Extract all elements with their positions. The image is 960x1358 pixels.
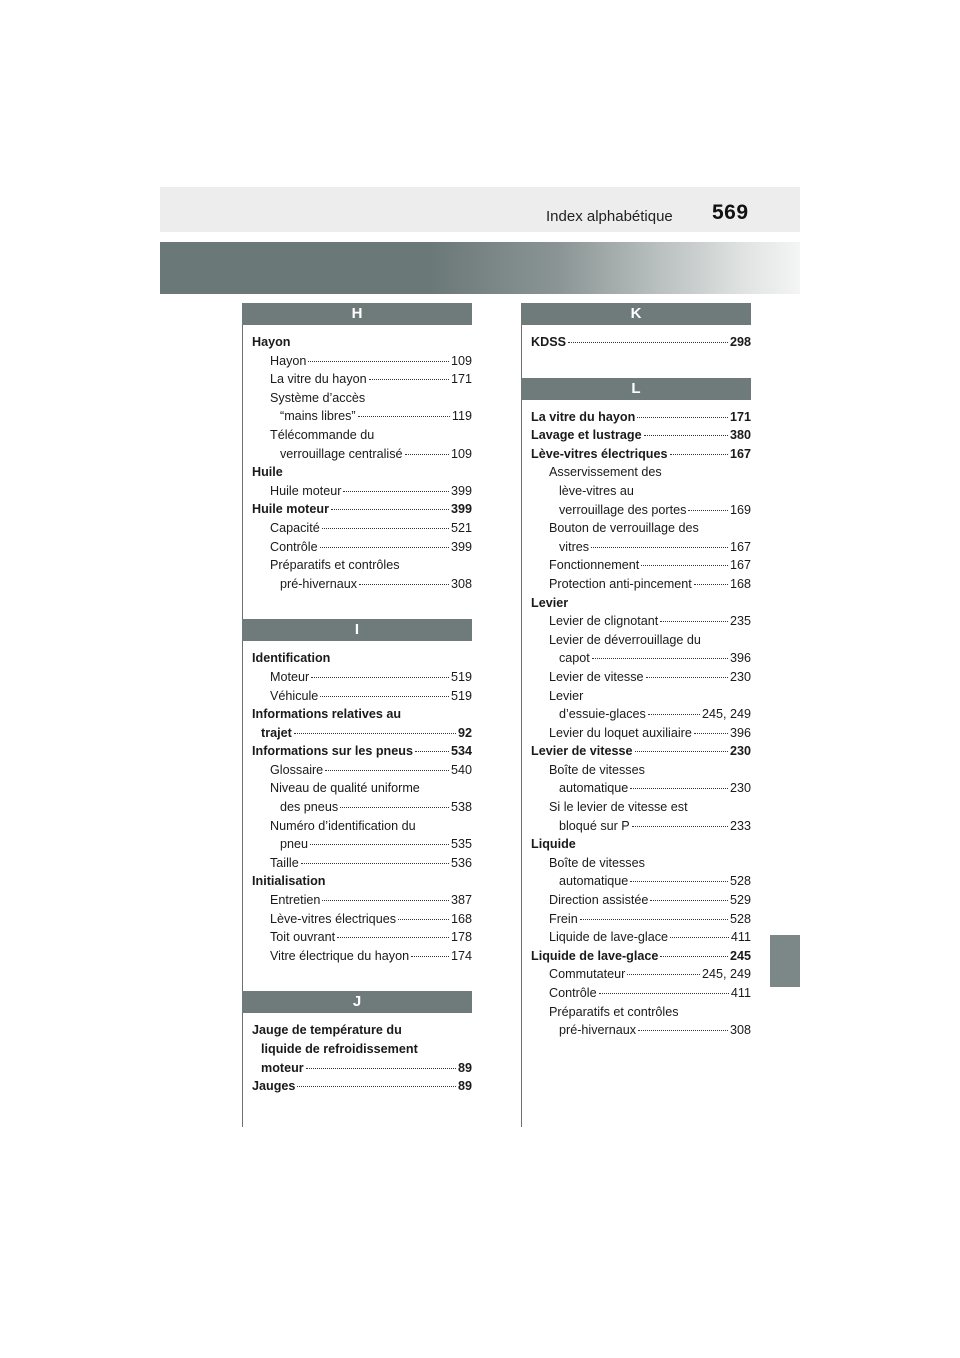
dot-leader <box>398 919 449 920</box>
index-subentry <box>252 668 472 687</box>
dot-leader <box>340 807 449 808</box>
dot-leader <box>310 844 449 845</box>
dot-leader <box>630 788 728 789</box>
index-column-right <box>521 303 751 1040</box>
page-reference: 245, 249 <box>701 707 751 722</box>
entry-text: Identification <box>252 651 331 666</box>
entry-text: Système d’accès <box>270 390 366 405</box>
index-subentry <box>252 724 472 743</box>
entry-text: Fonctionnement <box>549 558 640 573</box>
entry-text: Asservissement des <box>549 465 662 480</box>
entry-text: Informations sur les pneus <box>252 744 413 759</box>
entry-text: vitres <box>559 539 590 554</box>
entry-text: Informations relatives au <box>252 707 402 722</box>
page-reference: 167 <box>729 539 751 554</box>
page-reference: 540 <box>450 762 472 777</box>
dot-leader <box>320 547 449 548</box>
index-subentry <box>531 631 751 650</box>
index-subentry <box>252 575 472 594</box>
section-spacer <box>242 965 472 991</box>
page-number: 569 <box>712 201 749 224</box>
index-entry <box>252 742 472 761</box>
entry-text: capot <box>559 651 590 666</box>
dot-leader <box>331 509 449 510</box>
page-reference: 245, 249 <box>701 967 751 982</box>
entry-text: Taille <box>270 855 299 870</box>
page-reference: 399 <box>450 502 472 517</box>
dot-leader <box>405 454 449 455</box>
page-reference: 396 <box>729 651 751 666</box>
dot-leader <box>592 658 728 659</box>
index-subentry <box>531 817 751 836</box>
entry-text: Contrôle <box>549 986 597 1000</box>
entry-text: automatique <box>559 781 629 796</box>
page-reference: 528 <box>729 874 751 889</box>
index-subentry <box>252 389 472 408</box>
index-subentry <box>531 687 751 706</box>
index-subentry <box>531 1003 751 1022</box>
entry-text: Numéro d’identification du <box>270 818 416 833</box>
index-subentry <box>252 352 472 371</box>
index-subentry <box>531 891 751 910</box>
entry-text: Vitre électrique du hayon <box>270 948 410 963</box>
index-subentry <box>531 649 751 668</box>
dot-leader <box>591 547 728 548</box>
dot-leader <box>369 379 449 380</box>
page-reference: 109 <box>450 353 472 368</box>
entry-text: trajet <box>261 725 292 740</box>
entry-text: bloqué sur P <box>559 818 630 833</box>
page-reference: 235 <box>729 614 751 629</box>
index-subentry <box>252 687 472 706</box>
index-subentry <box>531 724 751 743</box>
index-subentry <box>531 705 751 724</box>
page-reference: 174 <box>450 948 472 963</box>
index-entry <box>252 463 472 482</box>
decorative-gradient-band <box>160 242 800 294</box>
entry-text: Huile moteur <box>252 502 329 517</box>
index-entry <box>252 1077 472 1096</box>
dot-leader <box>630 881 728 882</box>
entry-text: Boîte de vitesses <box>549 762 645 777</box>
entry-text: Jauges <box>252 1079 296 1094</box>
index-entry <box>531 742 751 761</box>
entry-text: Si le levier de vitesse est <box>549 800 688 815</box>
page-reference: 519 <box>450 669 472 684</box>
entry-text: Hayon <box>252 335 291 349</box>
index-entry <box>531 408 751 427</box>
index-entry <box>252 649 472 668</box>
entry-text: Liquide de lave-glace <box>549 930 669 945</box>
page-reference: 230 <box>729 744 751 759</box>
page-reference: 528 <box>729 911 751 926</box>
index-subentry <box>531 463 751 482</box>
entry-text: Commutateur <box>549 967 626 982</box>
dot-leader <box>311 677 449 678</box>
index-entry <box>531 333 751 352</box>
page-reference: 178 <box>450 930 472 945</box>
index-subentry <box>252 370 472 389</box>
index-entry <box>531 835 751 854</box>
page-reference: 230 <box>729 781 751 796</box>
page-reference: 167 <box>729 446 751 461</box>
dot-leader <box>644 435 728 436</box>
dot-leader <box>694 584 728 585</box>
index-subentry <box>252 947 472 966</box>
page-reference: 308 <box>729 1023 751 1038</box>
entry-text: Protection anti-pincement <box>549 576 692 591</box>
page-reference: 89 <box>457 1060 472 1075</box>
index-subentry <box>252 761 472 780</box>
index-subentry <box>531 556 751 575</box>
index-entry <box>252 333 472 352</box>
page-reference: 399 <box>450 483 472 498</box>
index-subentry <box>531 965 751 984</box>
entry-text: Niveau de qualité uniforme <box>270 781 420 796</box>
entry-text: Moteur <box>270 669 310 684</box>
dot-leader <box>670 454 728 455</box>
entry-text: pré-hivernaux <box>280 576 358 591</box>
page-reference: 168 <box>450 911 472 926</box>
section-header-i: I <box>242 619 472 641</box>
index-entry <box>252 872 472 891</box>
page-reference: 119 <box>451 409 472 424</box>
page-reference: 536 <box>450 855 472 870</box>
entry-text: Glossaire <box>270 762 324 777</box>
dot-leader <box>635 751 728 752</box>
index-subentry <box>252 1059 472 1078</box>
dot-leader <box>650 900 728 901</box>
index-subentry <box>531 501 751 520</box>
index-subentry <box>252 910 472 929</box>
entry-text: Levier du loquet auxiliaire <box>549 725 692 740</box>
dot-leader <box>648 714 700 715</box>
dot-leader <box>411 956 449 957</box>
index-subentry <box>531 872 751 891</box>
dot-leader <box>638 1030 728 1031</box>
entry-text: Liquide de lave-glace <box>531 948 659 963</box>
entry-text: Bouton de verrouillage des <box>549 521 699 536</box>
page-reference: 109 <box>450 446 472 461</box>
dot-leader <box>580 919 728 920</box>
running-header-title: Index alphabétique <box>546 208 673 225</box>
entry-text: Initialisation <box>252 874 326 889</box>
dot-leader <box>568 342 728 343</box>
dot-leader <box>343 491 449 492</box>
page-reference: 399 <box>450 539 472 554</box>
page-reference: 168 <box>729 576 751 591</box>
index-column-left <box>242 303 472 1096</box>
page-reference: 387 <box>450 893 472 908</box>
index-subentry <box>252 891 472 910</box>
entry-text: Entretien <box>270 893 321 908</box>
entry-text: Lavage et lustrage <box>531 428 642 443</box>
index-subentry <box>252 817 472 836</box>
index-subentry <box>531 612 751 631</box>
page-reference: 171 <box>450 372 472 387</box>
entry-text: Liquide <box>531 837 576 852</box>
entry-text: Boîte de vitesses <box>549 855 645 870</box>
header-band <box>160 187 800 232</box>
entry-text: moteur <box>261 1060 304 1075</box>
dot-leader <box>359 584 449 585</box>
dot-leader <box>415 751 449 752</box>
page-reference: 519 <box>450 688 472 703</box>
entry-text: KDSS <box>531 335 566 349</box>
page-reference: 167 <box>729 558 751 573</box>
index-subentry <box>252 556 472 575</box>
dot-leader <box>337 937 449 938</box>
entry-text: Huile moteur <box>270 483 342 498</box>
page-reference: 380 <box>729 428 751 443</box>
entry-text: Véhicule <box>270 688 319 703</box>
index-subentry <box>531 482 751 501</box>
section-header-j: J <box>242 991 472 1013</box>
page-reference: 308 <box>450 576 472 591</box>
entry-text: Toit ouvrant <box>270 930 336 945</box>
entry-text: Télécommande du <box>270 427 375 442</box>
index-subentry <box>252 519 472 538</box>
page-reference: 521 <box>450 520 472 535</box>
entry-text: Lève-vitres électriques <box>531 446 668 461</box>
dot-leader <box>632 826 728 827</box>
entry-text: d’essuie-glaces <box>559 707 646 722</box>
dot-leader <box>670 937 729 938</box>
entry-text: Levier de clignotant <box>549 614 659 629</box>
page-reference: 298 <box>729 335 751 349</box>
index-subentry <box>531 854 751 873</box>
entry-text: des pneus <box>280 800 339 815</box>
entry-text: Levier <box>549 688 584 703</box>
entry-text: Hayon <box>270 353 307 368</box>
index-entry <box>252 705 472 724</box>
dot-leader <box>301 863 449 864</box>
index-entry <box>531 594 751 613</box>
page-reference: 233 <box>729 818 751 833</box>
index-entry <box>252 1021 472 1040</box>
page-reference: 89 <box>457 1079 472 1094</box>
index-subentry <box>531 798 751 817</box>
dot-leader <box>637 417 728 418</box>
index-subentry <box>252 835 472 854</box>
dot-leader <box>320 696 449 697</box>
entry-text: “mains libres” <box>280 409 356 424</box>
section-spacer <box>521 352 751 378</box>
index-subentry <box>531 1021 751 1040</box>
entry-text: Frein <box>549 911 578 926</box>
entry-text: automatique <box>559 874 629 889</box>
dot-leader <box>306 1068 456 1069</box>
entry-text: La vitre du hayon <box>531 409 636 424</box>
index-subentry <box>252 445 472 464</box>
dot-leader <box>322 900 449 901</box>
index-subentry <box>531 668 751 687</box>
page-reference: 169 <box>729 502 751 517</box>
entry-text: verrouillage centralisé <box>280 446 403 461</box>
page-reference: 92 <box>457 725 472 740</box>
index-entry <box>252 500 472 519</box>
entry-text: verrouillage des portes <box>559 502 687 517</box>
index-subentry <box>252 538 472 557</box>
entry-text: pré-hivernaux <box>559 1023 637 1038</box>
section-header-h: H <box>242 303 472 325</box>
entry-text: lève-vitres au <box>559 483 634 498</box>
dot-leader <box>660 956 728 957</box>
index-subentry <box>252 426 472 445</box>
index-subentry <box>531 779 751 798</box>
entry-text: Levier de déverrouillage du <box>549 632 701 647</box>
page-reference: 535 <box>450 837 472 852</box>
index-subentry <box>252 798 472 817</box>
dot-leader <box>660 621 728 622</box>
entry-text: Levier de vitesse <box>549 669 644 684</box>
section-header-l: L <box>521 378 751 400</box>
entry-text: liquide de refroidissement <box>261 1042 418 1056</box>
entry-text: Préparatifs et contrôles <box>549 1004 679 1019</box>
index-subentry <box>531 910 751 929</box>
index-subentry <box>531 984 751 1003</box>
entry-text: Levier <box>531 595 569 610</box>
dot-leader <box>688 510 728 511</box>
dot-leader <box>646 677 728 678</box>
index-subentry <box>252 1040 472 1059</box>
index-subentry <box>531 538 751 557</box>
index-subentry <box>252 854 472 873</box>
entry-text: Capacité <box>270 520 320 535</box>
chapter-thumb-tab <box>770 935 800 987</box>
entry-text: Levier de vitesse <box>531 744 633 759</box>
dot-leader <box>627 974 700 975</box>
dot-leader <box>694 733 728 734</box>
page-reference: 230 <box>729 669 751 684</box>
entry-text: Préparatifs et contrôles <box>270 558 400 573</box>
page-reference: 529 <box>729 893 751 908</box>
index-subentry <box>252 779 472 798</box>
page-reference: 411 <box>730 986 751 1000</box>
section-spacer <box>242 593 472 619</box>
entry-text: pneu <box>280 837 309 852</box>
entry-text: Contrôle <box>270 539 318 554</box>
page-reference: 538 <box>450 800 472 815</box>
index-subentry <box>531 575 751 594</box>
index-entry <box>531 426 751 445</box>
dot-leader <box>297 1086 456 1087</box>
index-entry <box>531 445 751 464</box>
entry-text: Jauge de température du <box>252 1023 402 1038</box>
entry-text: Huile <box>252 465 283 480</box>
dot-leader <box>308 361 449 362</box>
index-subentry <box>252 928 472 947</box>
entry-text: La vitre du hayon <box>270 372 367 387</box>
index-subentry <box>252 482 472 501</box>
dot-leader <box>358 416 450 417</box>
page-reference: 171 <box>729 409 751 424</box>
index-subentry <box>531 519 751 538</box>
entry-text: Direction assistée <box>549 893 649 908</box>
dot-leader <box>325 770 449 771</box>
dot-leader <box>294 733 456 734</box>
page-reference: 534 <box>450 744 472 759</box>
section-header-k: K <box>521 303 751 325</box>
index-subentry <box>252 407 472 426</box>
entry-text: Lève-vitres électriques <box>270 911 396 926</box>
dot-leader <box>322 528 449 529</box>
dot-leader <box>599 993 729 994</box>
index-subentry <box>531 928 751 947</box>
page-reference: 411 <box>730 930 751 945</box>
dot-leader <box>641 565 728 566</box>
page-reference: 245 <box>729 948 751 963</box>
index-entry <box>531 947 751 966</box>
page-reference: 396 <box>729 725 751 740</box>
index-subentry <box>531 761 751 780</box>
